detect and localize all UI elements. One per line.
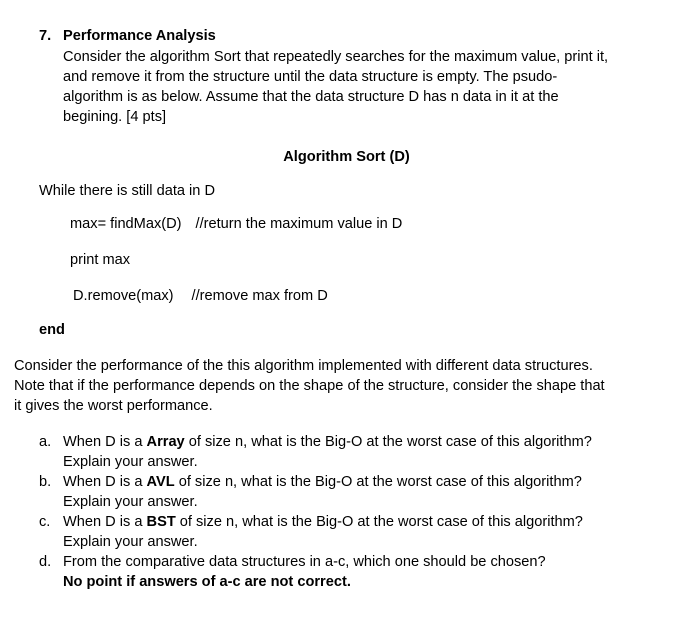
subquestion-list	[0, 432, 693, 592]
subquestion-text	[63, 512, 683, 552]
algorithm-remove-line	[73, 286, 328, 306]
subquestion-c	[0, 512, 693, 552]
subquestion-line	[63, 432, 683, 452]
remove-code: D.remove(max)	[73, 288, 174, 304]
subquestion-line2: Explain your answer.	[63, 534, 198, 550]
max-comment: //return the maximum value in D	[195, 216, 403, 232]
algorithm-while-line: While there is still data in D	[39, 183, 216, 199]
subquestion-letter: c.	[39, 514, 51, 530]
subquestion-prefix: When D is a	[63, 514, 147, 530]
intro-line: and remove it from the structure until the data structure is empty. The psudo-	[63, 69, 558, 85]
intro-line: begining. [4 pts]	[63, 109, 167, 125]
algorithm-print-line: print max	[70, 252, 131, 268]
algorithm-title: Algorithm Sort (D)	[283, 149, 410, 165]
subquestion-b	[0, 472, 693, 512]
subquestion-prefix: When D is a	[63, 434, 147, 450]
intro-line: algorithm is as below. Assume that the data structure D has n data in it at the	[63, 89, 559, 105]
subquestion-line2: Explain your answer.	[63, 494, 198, 510]
remove-comment: //remove max from D	[191, 288, 328, 304]
consider-line: it gives the worst performance.	[14, 398, 213, 414]
subquestion-suffix: of size n, what is the Big-O at the worst case of this algorithm?	[184, 434, 592, 450]
subquestion-line: From the comparative data structures in a-c, which one should be chosen?	[63, 554, 546, 570]
subquestion-line	[63, 472, 683, 492]
question-number: 7.	[39, 28, 52, 44]
consider-line: Consider the performance of the this algorithm implemented with different data structures.	[14, 358, 593, 374]
intro-line: Consider the algorithm Sort that repeatedly searches for the maximum value, print it,	[63, 49, 609, 65]
subquestion-text	[63, 472, 683, 512]
subquestion-bold-term: Array	[146, 434, 185, 450]
subquestion-letter: b.	[39, 474, 52, 490]
subquestion-bold-term: AVL	[146, 474, 175, 490]
subquestion-bold-term: BST	[146, 514, 176, 530]
consider-paragraph	[14, 356, 689, 416]
subquestion-letter: d.	[39, 554, 52, 570]
subquestion-prefix: When D is a	[63, 474, 147, 490]
subquestion-suffix: of size n, what is the Big-O at the worst case of this algorithm?	[174, 474, 582, 490]
subquestion-note: No point if answers of a-c are not correct.	[63, 574, 351, 590]
subquestion-line2: Explain your answer.	[63, 454, 198, 470]
subquestion-line	[63, 512, 683, 532]
algorithm-end-line: end	[39, 322, 65, 338]
consider-line: Note that if the performance depends on the shape of the structure, consider the shape that	[14, 378, 605, 394]
subquestion-text	[63, 552, 683, 592]
question-intro	[63, 47, 683, 127]
subquestion-a	[0, 432, 693, 472]
subquestion-text	[63, 432, 683, 472]
subquestion-letter: a.	[39, 434, 52, 450]
subquestion-d	[0, 552, 693, 592]
max-code: max= findMax(D)	[70, 216, 182, 232]
subquestion-suffix: of size n, what is the Big-O at the worst case of this algorithm?	[175, 514, 583, 530]
question-title: Performance Analysis	[63, 28, 216, 44]
algorithm-max-line	[70, 214, 402, 234]
